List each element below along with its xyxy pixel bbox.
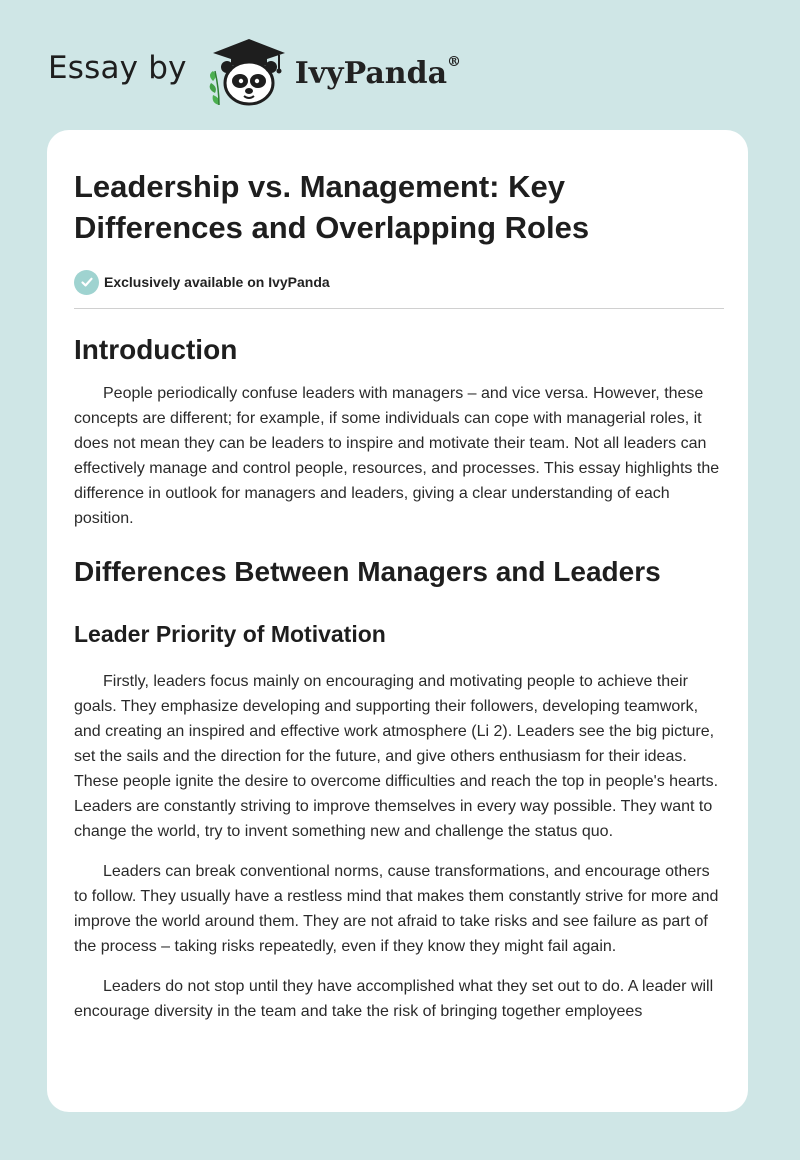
- paragraph-motivation-2: Leaders can break conventional norms, cause transformations, and encourage others to follow. They usually have a restless mind that makes them constantly strive for more and improve the world around them. They are not afraid to take risks and see failure as part of the process – taking risks repeatedly, even if they know they might fail again.: [74, 863, 719, 955]
- paragraph-motivation-1: Firstly, leaders focus mainly on encouraging and motivating people to achieve their goals. They emphasize developing and supporting their followers, developing teamwork, and creating an inspired and effective work atmosphere (Li 2). Leaders see the big picture, set the sails and the direction for the future, and give others enthusiasm for their ideas. These people ignite the desire to overcome difficulties and reach the top in people's hearts. Leaders are constantly striving to improve themselves in every way possible. They want to change the world, try to invent something new and challenge the status quo.: [74, 673, 719, 840]
- brand-name[interactable]: [294, 53, 462, 91]
- divider: [74, 308, 724, 309]
- exclusive-text: Exclusively available on IvyPanda: [104, 274, 330, 290]
- brand-text: IvyPanda: [294, 55, 448, 91]
- registered-mark: ®: [447, 53, 462, 70]
- essay-content: [74, 166, 724, 1024]
- site-header: [48, 30, 461, 110]
- check-circle-icon: [74, 270, 99, 295]
- subheading-leader-priority: Leader Priority of Motivation: [74, 621, 386, 647]
- exclusive-badge: [74, 268, 724, 296]
- paragraph-motivation-3: Leaders do not stop until they have accomplished what they set out to do. A leader will encourage diversity in the team and take the risk of bringing together employees: [74, 978, 714, 1020]
- essay-title: Leadership vs. Management: Key Differences and Overlapping Roles: [74, 169, 590, 245]
- essay-card: [47, 130, 748, 1112]
- essay-by-label: Essay by: [48, 50, 187, 86]
- section-heading-introduction: Introduction: [74, 334, 238, 365]
- panda-graduate-logo[interactable]: [201, 31, 291, 109]
- section-heading-differences: Differences Between Managers and Leaders: [74, 556, 661, 587]
- paragraph-introduction: People periodically confuse leaders with managers – and vice versa. However, these concepts are different; for example, if some individuals can cope with managerial roles, it does not mean they can be leaders to inspire and motivate their team. Not all leaders can effectively manage and control people, resources, and processes. This essay highlights the difference in outlook for managers and leaders, giving a clear understanding of each position.: [74, 385, 720, 527]
